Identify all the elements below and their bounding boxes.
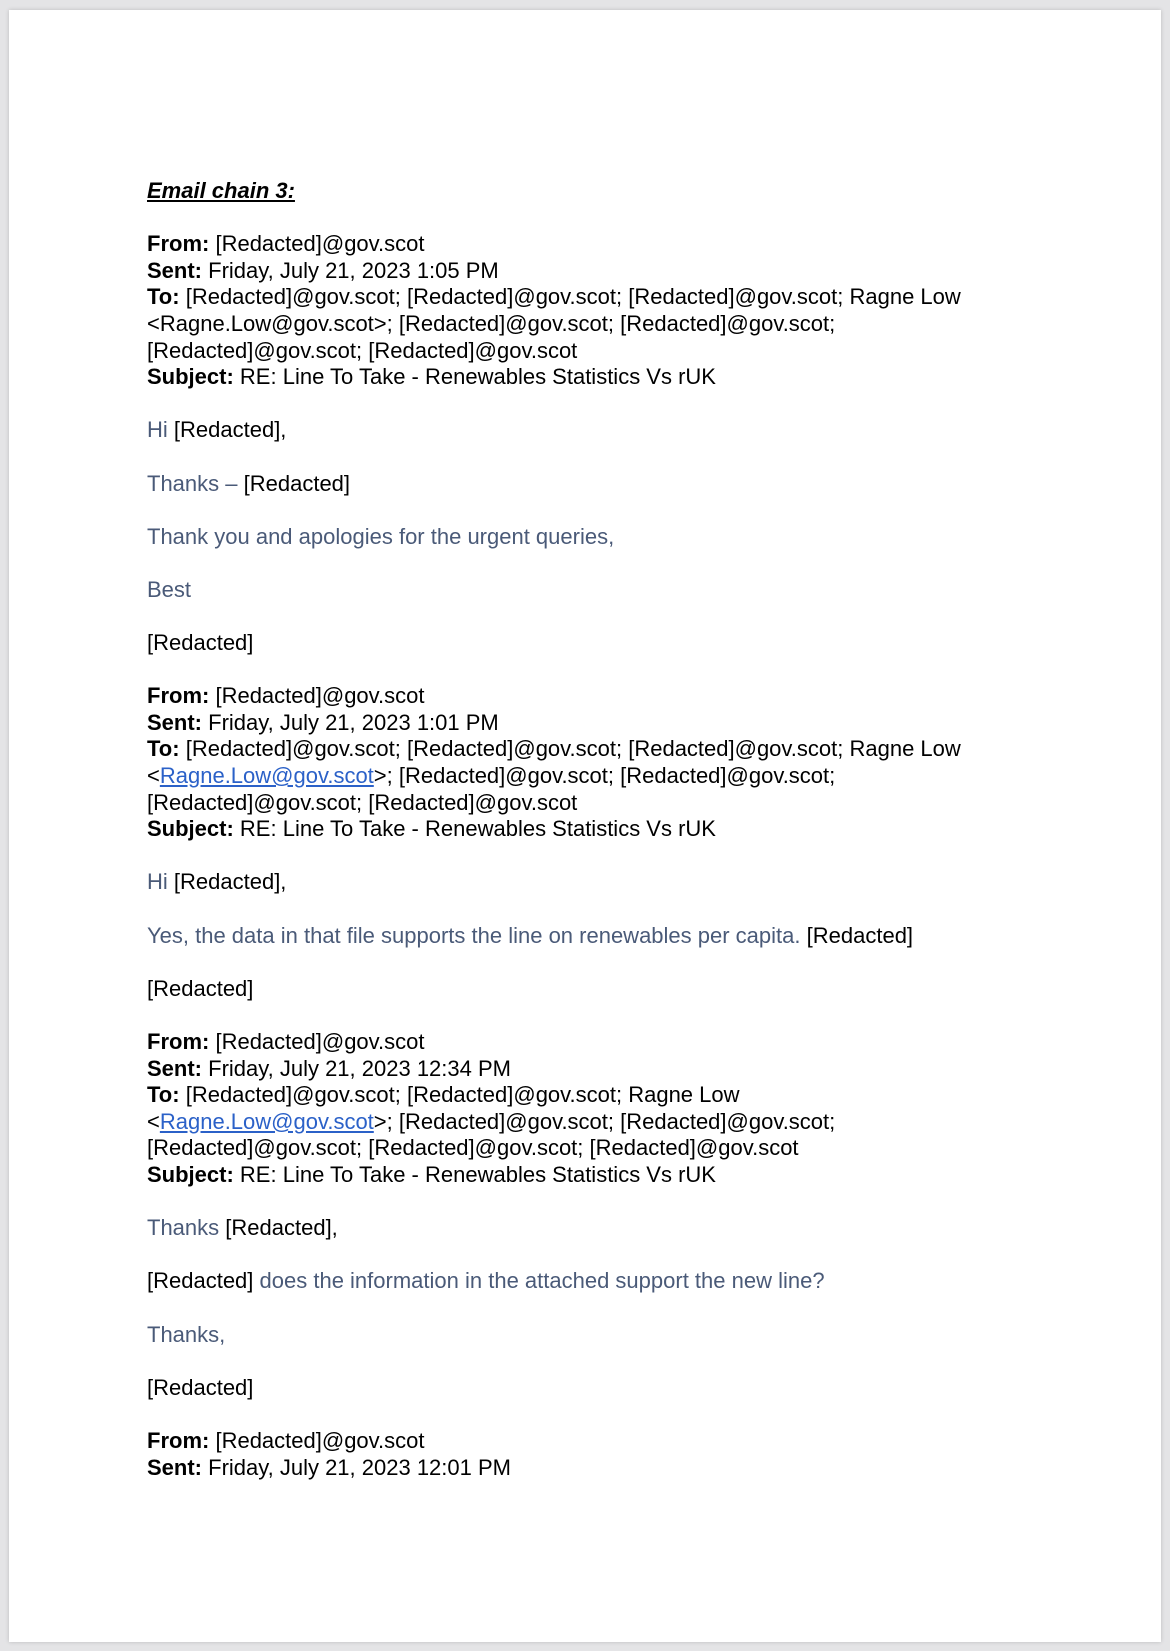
email-to-pre: < [147, 1108, 160, 1134]
email-body-paragraph [147, 923, 1047, 950]
email-from: [Redacted]@gov.scot [215, 231, 425, 257]
email-closing: Thanks, [147, 1321, 226, 1347]
email-sent: Friday, July 21, 2023 12:01 PM [208, 1454, 511, 1480]
email-body-paragraph [147, 471, 1047, 498]
email-closing: Best [147, 576, 192, 602]
email-subject: RE: Line To Take - Renewables Statistics Vs rUK [239, 364, 716, 390]
sent-label: Sent: [147, 257, 202, 283]
email-to-line1: [Redacted]@gov.scot; [Redacted]@gov.scot; [Redacted]@gov.scot; Ragne Low [185, 736, 961, 762]
email-subject: RE: Line To Take - Renewables Statistics Vs rUK [239, 816, 716, 842]
email-subject-row [147, 816, 1047, 843]
email-to-line3: [Redacted]@gov.scot; [Redacted]@gov.scot [147, 789, 578, 815]
email-to-post: >; [Redacted]@gov.scot; [Redacted]@gov.scot; [373, 763, 836, 789]
greeting-name: [Redacted], [173, 869, 287, 895]
email-to-line2 [147, 763, 1047, 790]
email-to-pre: < [147, 310, 160, 336]
email-to-line3: [Redacted]@gov.scot; [Redacted]@gov.scot; [Redacted]@gov.scot [147, 1135, 799, 1161]
to-label: To: [147, 1082, 180, 1108]
email-from: [Redacted]@gov.scot [215, 1427, 425, 1453]
email-body-paragraph: Thank you and apologies for the urgent queries, [147, 523, 615, 549]
body-text: Thanks – [147, 470, 238, 496]
email-to-line3: [Redacted]@gov.scot; [Redacted]@gov.scot [147, 337, 578, 363]
subject-label: Subject: [147, 364, 234, 390]
email-from-row [147, 1029, 1047, 1056]
email-from-row [147, 1428, 1047, 1455]
email-from: [Redacted]@gov.scot [215, 683, 425, 709]
email-sent-row [147, 258, 1047, 285]
email-signature: [Redacted] [147, 1374, 254, 1400]
email-sent-row [147, 1056, 1047, 1083]
chain-title-text: Email chain 3: [147, 178, 295, 203]
email-body-paragraph [147, 1268, 1047, 1295]
document-content [147, 178, 1047, 1481]
from-label: From: [147, 1427, 210, 1453]
email-to-post: >; [Redacted]@gov.scot; [Redacted]@gov.scot; [373, 310, 836, 336]
to-label: To: [147, 284, 180, 310]
from-label: From: [147, 1029, 210, 1054]
email-to-post: >; [Redacted]@gov.scot; [Redacted]@gov.scot; [373, 1108, 836, 1134]
greeting-name: [Redacted], [173, 417, 287, 443]
email-address-link[interactable]: Ragne.Low@gov.scot [159, 763, 374, 789]
email-signature: [Redacted] [147, 975, 254, 1001]
email-to-line2 [147, 311, 1047, 338]
document-page [9, 10, 1161, 1642]
subject-label: Subject: [147, 816, 234, 842]
body-redacted: [Redacted] [147, 1268, 254, 1294]
email-subject: RE: Line To Take - Renewables Statistics Vs rUK [239, 1161, 716, 1187]
from-label: From: [147, 683, 210, 709]
email-from-row [147, 231, 1047, 258]
email-to-address: Ragne.Low@gov.scot [159, 310, 374, 336]
greeting-word: Thanks [147, 1215, 220, 1241]
email-from: [Redacted]@gov.scot [215, 1029, 425, 1054]
email-sent-row [147, 1455, 1047, 1482]
body-redacted: [Redacted] [806, 922, 914, 948]
email-to-line1: [Redacted]@gov.scot; [Redacted]@gov.scot; [Redacted]@gov.scot; Ragne Low [185, 284, 961, 310]
email-signature: [Redacted] [147, 630, 254, 656]
chain-title [147, 178, 1047, 205]
email-sent: Friday, July 21, 2023 1:01 PM [208, 709, 499, 735]
email-subject-row [147, 364, 1047, 391]
email-subject-row [147, 1162, 1047, 1189]
greeting-word: Hi [147, 417, 168, 443]
email-to-row [147, 1082, 1047, 1109]
email-from-row [147, 683, 1047, 710]
email-address-link[interactable]: Ragne.Low@gov.scot [159, 1108, 374, 1134]
to-label: To: [147, 736, 180, 762]
email-to-line2 [147, 1109, 1047, 1136]
sent-label: Sent: [147, 709, 202, 735]
greeting-name: [Redacted], [225, 1215, 338, 1241]
sent-label: Sent: [147, 1055, 202, 1081]
email-header [147, 683, 1047, 843]
email-header [147, 231, 1047, 391]
email-to-row [147, 284, 1047, 311]
email-to-row [147, 736, 1047, 763]
email-greeting [147, 417, 1047, 444]
email-sent: Friday, July 21, 2023 1:05 PM [208, 257, 499, 283]
greeting-word: Hi [147, 869, 168, 895]
email-greeting [147, 1215, 1047, 1242]
email-header [147, 1428, 1047, 1481]
email-to-pre: < [147, 763, 160, 789]
email-header [147, 1029, 1047, 1189]
email-sent: Friday, July 21, 2023 12:34 PM [208, 1055, 511, 1081]
body-text: does the information in the attached support the new line? [259, 1268, 825, 1294]
from-label: From: [147, 231, 210, 257]
body-text: Yes, the data in that file supports the line on renewables per capita. [147, 922, 801, 948]
email-sent-row [147, 710, 1047, 737]
sent-label: Sent: [147, 1454, 202, 1480]
email-to-line1: [Redacted]@gov.scot; [Redacted]@gov.scot; Ragne Low [185, 1082, 740, 1108]
subject-label: Subject: [147, 1161, 234, 1187]
email-greeting [147, 869, 1047, 896]
body-redacted: [Redacted] [243, 470, 351, 496]
